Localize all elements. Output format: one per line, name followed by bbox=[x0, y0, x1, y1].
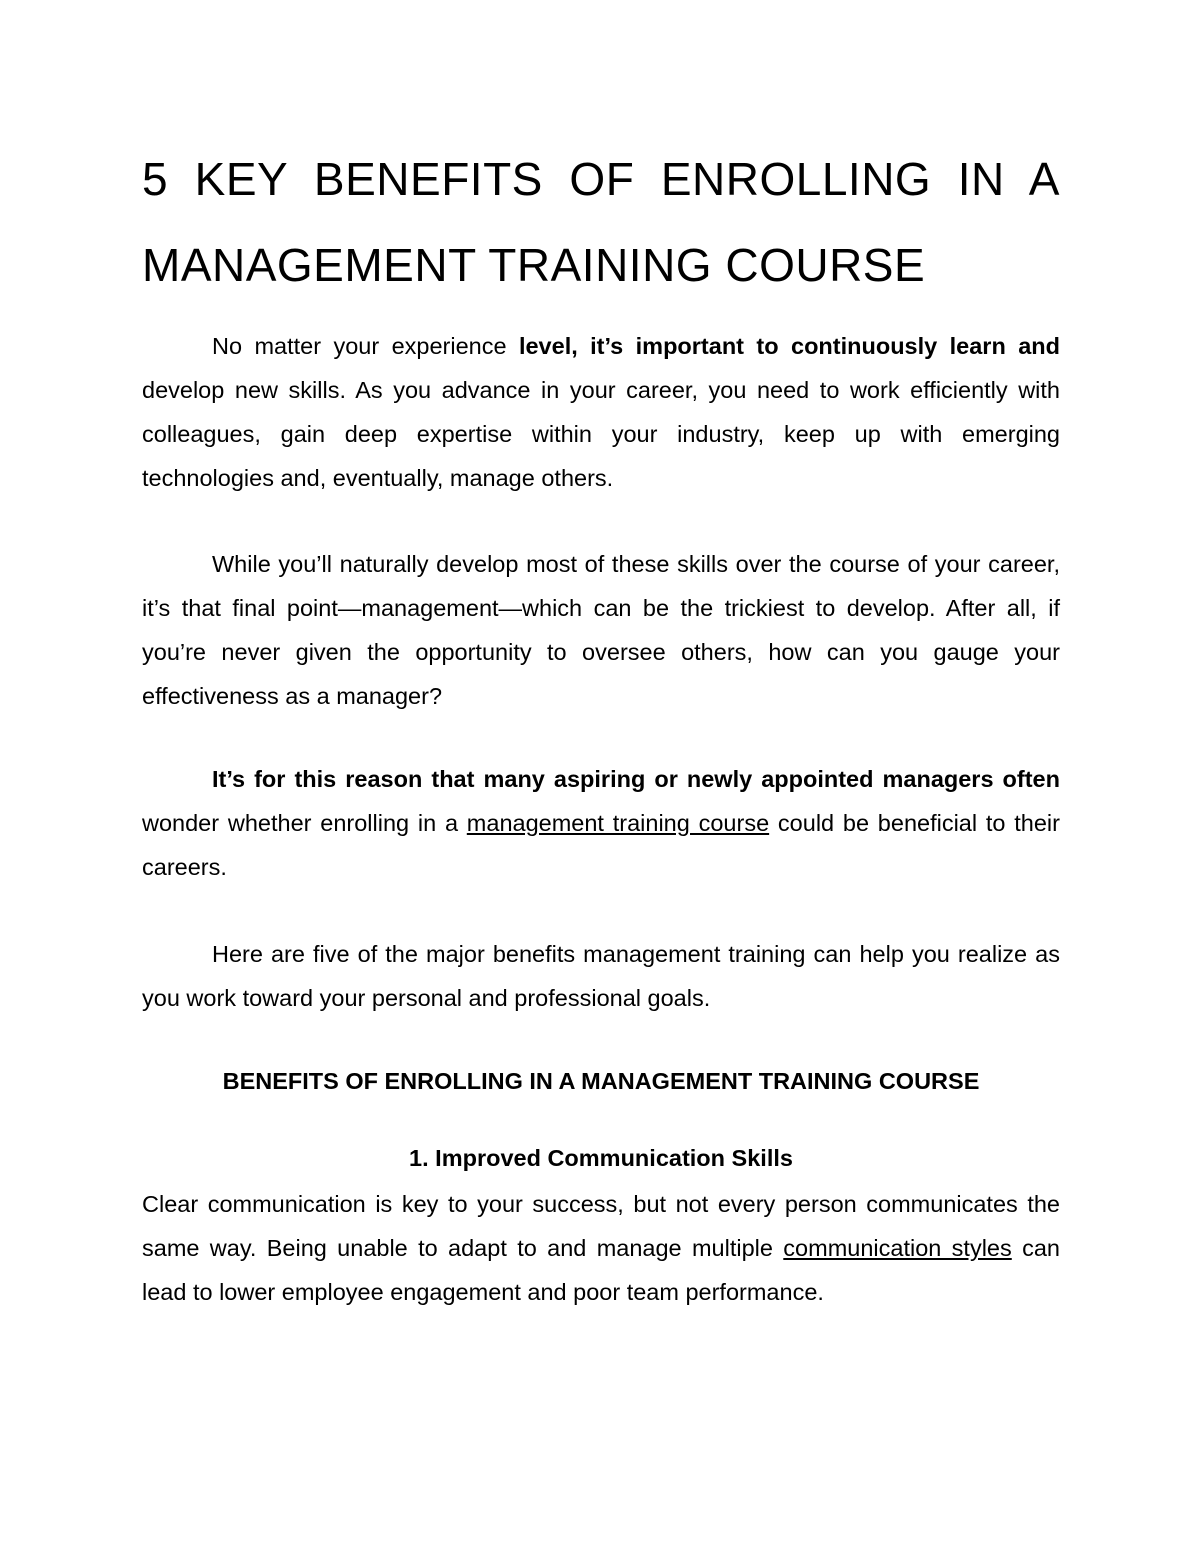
management-paragraph: While you’ll naturally develop most of these skills over the course of your career, it’s that final point—management—which can be the trickiest to develop. After all, if you’re never given the opportunity to oversee others, how can you gauge your effectiveness as a manager? bbox=[142, 551, 1060, 709]
benefits-intro-paragraph: Here are five of the major benefits management training can help you realize as you work toward your personal and professional goals. bbox=[142, 941, 1060, 1011]
reason-bold-text: It’s for this reason that many aspiring or newly appointed managers often bbox=[212, 766, 1060, 792]
benefit-1-text-end: can lead to lower employee engagement and poor team performance. bbox=[142, 1235, 1061, 1305]
intro-text-end: develop new skills. As you advance in your career, you need to work efficiently with colleagues, gain deep expertise within your industry, keep up with emerging technologies and, eventually, manage others. bbox=[142, 377, 1060, 491]
document-page bbox=[142, 0, 1060, 1553]
communication-styles-link[interactable]: communication styles bbox=[783, 1235, 1012, 1261]
title-line-2: MANAGEMENT TRAINING COURSE bbox=[142, 239, 926, 291]
reason-text-end: could be beneficial to their careers. bbox=[142, 810, 1060, 880]
reason-text-start: wonder whether enrolling in a bbox=[142, 810, 467, 836]
benefit-1-text-start: Clear communication is key to your success, but not every person communicates the same way. Being unable to adapt to and manage multiple bbox=[142, 1191, 1060, 1261]
intro-paragraph bbox=[142, 324, 1060, 500]
intro-text-start: No matter your experience bbox=[212, 333, 519, 359]
intro-bold-text: level, it’s important to continuously learn and bbox=[518, 333, 1060, 359]
section-heading: BENEFITS OF ENROLLING IN A MANAGEMENT TRAINING COURSE bbox=[222, 1068, 980, 1094]
document-title bbox=[142, 136, 1060, 308]
reason-paragraph bbox=[142, 757, 1060, 889]
benefit-1-paragraph bbox=[142, 1182, 1060, 1314]
management-training-course-link[interactable]: management training course bbox=[466, 810, 770, 836]
title-line-1: 5 KEY BENEFITS OF ENROLLING IN A bbox=[142, 153, 1060, 205]
benefit-1-heading: 1. Improved Communication Skills bbox=[409, 1145, 793, 1171]
